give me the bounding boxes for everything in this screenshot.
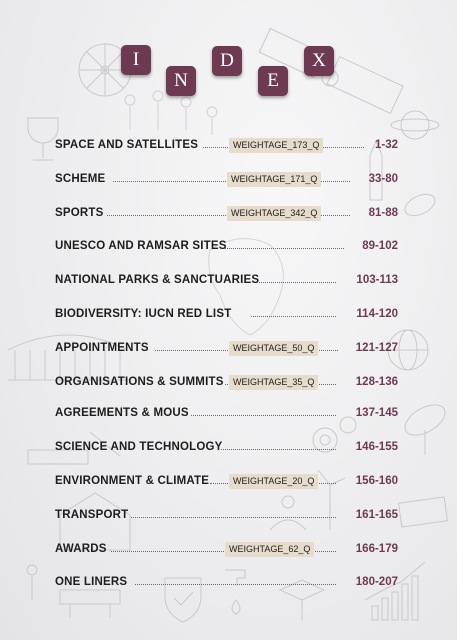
entry-label: SCHEME <box>55 173 106 185</box>
dotted-leader <box>259 282 336 283</box>
index-entry[interactable] <box>55 305 398 323</box>
weightage-badge: WEIGHTAGE_171_Q <box>227 172 321 187</box>
entry-label: AGREEMENTS & MOUS <box>55 407 189 419</box>
dotted-leader <box>135 584 336 585</box>
entry-label: ORGANISATIONS & SUMMITS <box>55 376 224 388</box>
weightage-badge: WEIGHTAGE_342_Q <box>227 206 321 221</box>
entry-label: NATIONAL PARKS & SANCTUARIES <box>55 274 260 286</box>
index-entry[interactable] <box>55 271 398 289</box>
entry-pages: 1-32 <box>374 139 398 151</box>
entry-label: ENVIRONMENT & CLIMATE <box>55 475 210 487</box>
entry-pages: 89-102 <box>362 240 398 252</box>
weightage-badge: WEIGHTAGE_35_Q <box>229 375 318 390</box>
index-entry[interactable] <box>55 339 398 357</box>
entry-label: BIODIVERSITY: IUCN RED LIST <box>55 308 232 320</box>
index-entry[interactable] <box>55 204 398 222</box>
entry-pages: 156-160 <box>355 475 398 487</box>
weightage-badge: WEIGHTAGE_62_Q <box>225 542 314 557</box>
index-entry[interactable] <box>55 373 398 391</box>
entry-pages: 146-155 <box>355 441 398 453</box>
entry-label: AWARDS <box>55 543 107 555</box>
entry-label: SCIENCE AND TECHNOLOGY <box>55 441 223 453</box>
title-letter-tile: X <box>304 46 334 76</box>
title-letter-tile: I <box>121 45 151 75</box>
dotted-leader <box>191 415 336 416</box>
entry-label: APPOINTMENTS <box>55 342 149 354</box>
index-entry[interactable] <box>55 404 398 422</box>
index-entry[interactable] <box>55 573 398 591</box>
index-entry[interactable] <box>55 540 398 558</box>
weightage-badge: WEIGHTAGE_20_Q <box>229 474 318 489</box>
entry-label: TRANSPORT <box>55 509 129 521</box>
index-entry[interactable] <box>55 506 398 524</box>
index-entry[interactable] <box>55 170 398 188</box>
entry-pages: 121-127 <box>355 342 398 354</box>
dotted-leader <box>131 517 336 518</box>
entry-pages: 166-179 <box>355 543 398 555</box>
title-letter-tile: D <box>212 46 242 76</box>
entry-pages: 161-165 <box>355 509 398 521</box>
entry-label: ONE LINERS <box>55 576 128 588</box>
dotted-leader <box>221 449 336 450</box>
entry-pages: 137-145 <box>355 407 398 419</box>
entry-pages: 114-120 <box>356 308 398 320</box>
index-entry[interactable] <box>55 438 398 456</box>
entry-pages: 180-207 <box>355 576 398 588</box>
index-entry[interactable] <box>55 237 398 255</box>
index-entry[interactable] <box>55 472 398 490</box>
entry-label: UNESCO AND RAMSAR SITES <box>55 240 227 252</box>
entry-pages: 81-88 <box>368 207 398 219</box>
dotted-leader <box>251 316 336 317</box>
entry-pages: 103-113 <box>356 274 398 286</box>
weightage-badge: WEIGHTAGE_50_Q <box>229 341 318 356</box>
entry-label: SPACE AND SATELLITES <box>55 139 199 151</box>
title-letter-tile: N <box>166 66 196 96</box>
index-entry[interactable] <box>55 136 398 154</box>
weightage-badge: WEIGHTAGE_173_Q <box>229 138 323 153</box>
dotted-leader <box>225 248 344 249</box>
entry-pages: 33-80 <box>368 173 398 185</box>
entry-pages: 128-136 <box>355 376 398 388</box>
title-letter-tile: E <box>258 66 288 96</box>
entry-label: SPORTS <box>55 207 104 219</box>
